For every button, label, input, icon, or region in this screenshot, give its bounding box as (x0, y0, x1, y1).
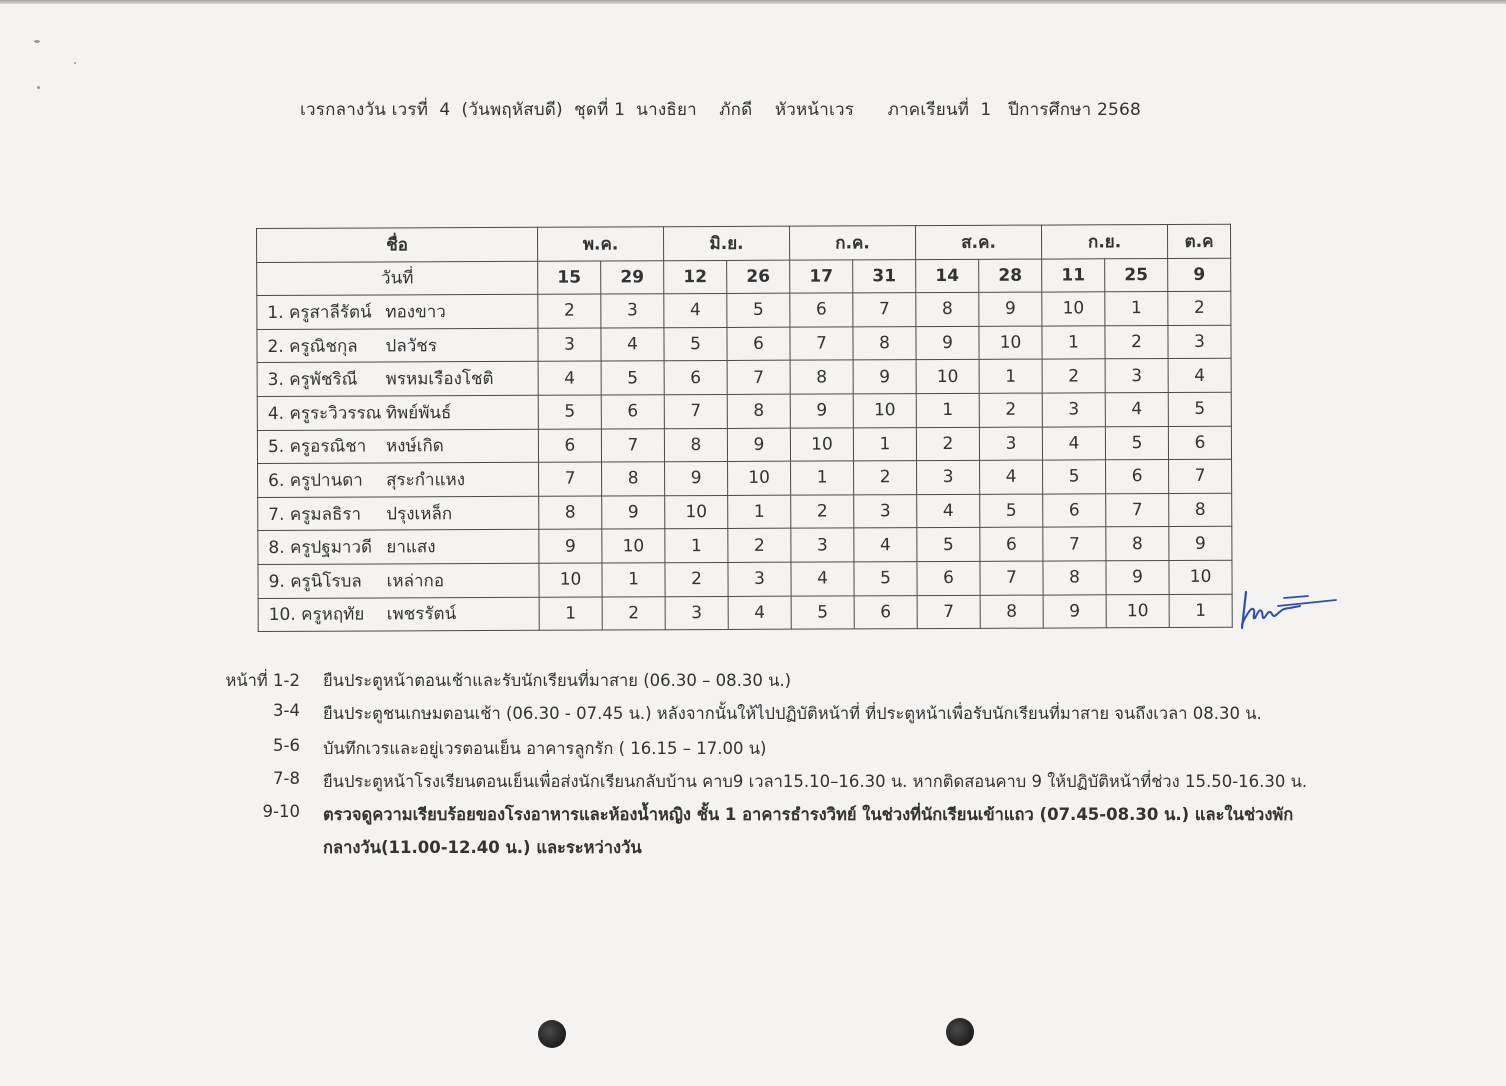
teacher-surname: ปลวัชร (385, 335, 437, 357)
duty-value-cell: 3 (1042, 393, 1105, 427)
duty-value-cell: 9 (1169, 527, 1232, 561)
duty-value-cell: 7 (539, 462, 602, 496)
duty-value-cell: 6 (980, 527, 1043, 561)
date-header-row (257, 258, 1231, 296)
duty-value-cell: 1 (979, 359, 1042, 393)
duty-value-cell: 6 (790, 293, 853, 327)
duty-value-cell: 6 (1168, 426, 1231, 460)
paper-top-edge (0, 0, 1506, 4)
note-code: หน้าที่ 1-2 (225, 671, 300, 690)
duty-value-cell: 9 (539, 529, 602, 563)
duty-value-cell: 10 (1106, 594, 1169, 628)
teacher-name-cell (257, 362, 538, 397)
duty-value-cell: 3 (917, 461, 980, 495)
table-row (258, 594, 1232, 632)
date-cell: 14 (916, 259, 979, 293)
note-code: 7-8 (273, 769, 300, 788)
duty-value-cell: 8 (539, 496, 602, 530)
teacher-name: 4. ครูระวิวรรณ (267, 403, 382, 424)
duty-value-cell: 7 (1043, 527, 1106, 561)
duty-value-cell: 3 (979, 427, 1042, 461)
duty-value-cell: 9 (727, 428, 790, 462)
duty-value-cell: 3 (728, 562, 791, 596)
duty-value-cell: 5 (1105, 426, 1168, 460)
duty-value-cell: 7 (1106, 493, 1169, 527)
date-cell: 15 (538, 261, 601, 295)
duty-value-cell: 3 (791, 528, 854, 562)
teacher-surname: สุระกำแหง (386, 470, 466, 491)
duty-value-cell: 4 (538, 361, 601, 395)
table-row (258, 560, 1232, 598)
teacher-surname: ปรุงเหล็ก (386, 503, 453, 524)
teacher-name-cell (258, 530, 539, 565)
teacher-name: 10. ครูหฤทัย (268, 604, 365, 626)
duty-value-cell: 8 (916, 293, 979, 327)
duty-value-cell: 1 (665, 529, 728, 563)
duty-value-cell: 2 (791, 495, 854, 529)
duty-value-cell: 8 (853, 326, 916, 360)
note-text-continuation: กลางวัน(11.00-12.40 น.) และระหว่างวัน (323, 838, 642, 857)
duty-value-cell: 7 (853, 293, 916, 327)
table-row (258, 459, 1232, 497)
duty-value-cell: 1 (853, 427, 916, 461)
teacher-name: 3. ครูพัชริณี (267, 369, 358, 391)
duty-value-cell: 3 (1105, 359, 1168, 393)
teacher-name-cell (257, 395, 538, 430)
paper-speck (37, 86, 40, 89)
duty-value-cell: 7 (664, 394, 727, 428)
teacher-surname: ทิพย์พันธ์ (385, 402, 452, 424)
duty-value-cell: 10 (853, 394, 916, 428)
duty-value-cell: 8 (602, 462, 665, 496)
duty-value-cell: 10 (916, 360, 979, 394)
duty-value-cell: 5 (1168, 392, 1231, 426)
teacher-name: 7. ครูมลธิรา (268, 504, 362, 525)
duty-value-cell: 2 (602, 596, 665, 630)
duty-value-cell: 2 (1168, 291, 1231, 325)
teacher-name-cell (257, 429, 538, 464)
duty-value-cell: 4 (664, 294, 727, 328)
duty-value-cell: 4 (980, 460, 1043, 494)
teacher-surname: เหล่ากอ (386, 570, 445, 592)
duty-value-cell: 2 (538, 294, 601, 328)
duty-value-cell: 1 (728, 495, 791, 529)
duty-value-cell: 2 (979, 393, 1042, 427)
duty-value-cell: 2 (1105, 325, 1168, 359)
table-body (257, 291, 1232, 631)
note-code: 5-6 (273, 736, 300, 755)
table-row (257, 291, 1231, 329)
note-code: 9-10 (262, 802, 300, 821)
month-header: ส.ค. (915, 225, 1041, 259)
teacher-name-cell (257, 294, 538, 329)
duty-value-cell: 4 (1042, 426, 1105, 460)
duty-value-cell: 1 (791, 461, 854, 495)
duty-value-cell: 6 (601, 395, 664, 429)
duty-value-cell: 6 (727, 327, 790, 361)
duty-value-cell: 6 (664, 361, 727, 395)
duty-value-cell: 8 (1169, 493, 1232, 527)
teacher-surname: พรหมเรืองโชติ (385, 369, 494, 390)
duty-value-cell: 10 (790, 427, 853, 461)
teacher-name: 2. ครูณิชกุล (267, 336, 358, 357)
duty-value-cell: 1 (1105, 292, 1168, 326)
table-row (257, 359, 1231, 397)
teacher-surname: เพชรรัตน์ (386, 604, 457, 625)
duty-value-cell: 7 (601, 428, 664, 462)
duty-value-cell: 9 (790, 394, 853, 428)
duty-value-cell: 2 (916, 427, 979, 461)
date-cell: 29 (601, 260, 664, 294)
duty-value-cell: 8 (1106, 527, 1169, 561)
duty-value-cell: 1 (916, 393, 979, 427)
note-text: ยืนประตูหน้าโรงเรียนตอนเย็นเพื่อส่งนักเรียนกลับบ้าน คาบ9 เวลา15.10–16.30 น. หากติดสอนคาบ 9 ให้ปฏิบัติหน้าที่ช่วง 15.50-16.30 น. (323, 772, 1308, 791)
duty-value-cell: 10 (602, 529, 665, 563)
duty-value-cell: 9 (979, 292, 1042, 326)
duty-value-cell: 10 (665, 495, 728, 529)
date-cell: 11 (1042, 258, 1105, 292)
month-header: ต.ค (1168, 224, 1231, 258)
date-cell: 31 (853, 259, 916, 293)
duty-value-cell: 4 (791, 562, 854, 596)
teacher-name: 6. ครูปานดา (268, 470, 363, 491)
duty-value-cell: 10 (1042, 292, 1105, 326)
duty-value-cell: 5 (980, 494, 1043, 528)
duty-value-cell: 7 (727, 361, 790, 395)
document-title: เวรกลางวัน เวรที่ 4 (วันพฤหัสบดี) ชุดที่ 1 นางธิยา ภักดี หัวหน้าเวร ภาคเรียนที่ 1 ปีการศึกษา 2568 (300, 100, 1142, 120)
teacher-surname: ทองขาว (385, 302, 446, 323)
table-row (257, 426, 1231, 464)
duty-value-cell: 8 (727, 394, 790, 428)
duty-value-cell: 8 (790, 360, 853, 394)
duty-value-cell: 4 (601, 328, 664, 362)
duty-value-cell: 9 (853, 360, 916, 394)
duty-value-cell: 8 (664, 428, 727, 462)
teacher-surname: หงษ์เกิด (385, 436, 444, 457)
duty-value-cell: 6 (854, 595, 917, 629)
duty-value-cell: 5 (917, 528, 980, 562)
duty-value-cell: 9 (602, 495, 665, 529)
date-cell: 17 (790, 259, 853, 293)
duty-value-cell: 7 (790, 327, 853, 361)
table-row (258, 527, 1232, 565)
month-header: มิ.ย. (663, 226, 789, 260)
duty-schedule-table (256, 224, 1233, 632)
duty-value-cell: 4 (1105, 392, 1168, 426)
duty-value-cell: 6 (538, 429, 601, 463)
teacher-name-cell (258, 462, 539, 497)
teacher-name-cell (257, 328, 538, 363)
duty-value-cell: 4 (728, 596, 791, 630)
duty-value-cell: 5 (601, 361, 664, 395)
duty-value-cell: 10 (539, 563, 602, 597)
punch-hole (538, 1020, 566, 1048)
duty-value-cell: 1 (1169, 594, 1232, 628)
duty-value-cell: 6 (1106, 460, 1169, 494)
duty-value-cell: 3 (854, 494, 917, 528)
note-text: บันทึกเวรและอยู่เวรตอนเย็น อาคารลูกรัก ( 16.15 – 17.00 น) (323, 739, 767, 758)
duty-value-cell: 10 (1169, 560, 1232, 594)
duty-value-cell: 6 (917, 561, 980, 595)
duty-value-cell: 7 (917, 595, 980, 629)
paper-speck (74, 62, 76, 64)
duty-value-cell: 7 (980, 561, 1043, 595)
date-cell: 12 (664, 260, 727, 294)
duty-value-cell: 5 (791, 595, 854, 629)
month-header: พ.ค. (537, 227, 663, 261)
duty-value-cell: 9 (1106, 560, 1169, 594)
duty-value-cell: 4 (917, 494, 980, 528)
teacher-name: 1. ครูสาลีรัตน์ (267, 302, 372, 323)
duty-value-cell: 10 (728, 461, 791, 495)
duty-value-cell: 3 (538, 328, 601, 362)
signature-image (1238, 584, 1342, 632)
teacher-name-cell (258, 563, 539, 598)
note-text: ยืนประตูหน้าตอนเช้าและรับนักเรียนที่มาสาย (06.30 – 08.30 น.) (323, 671, 792, 690)
date-cell: 26 (727, 260, 790, 294)
teacher-name-cell (258, 496, 539, 531)
duty-value-cell: 1 (1042, 326, 1105, 360)
note-text: ยืนประตูชนเกษมตอนเช้า (06.30 - 07.45 น.) หลังจากนั้นให้ไปปฏิบัติหน้าที่ ที่ประตูหน้าเพื่อรับนักเรียนที่มาสาย จนถึงเวลา 08.30 น. (323, 704, 1262, 723)
month-header: ก.ย. (1042, 225, 1168, 259)
table-row (257, 325, 1231, 363)
teacher-name: 8. ครูปฐมาวดี (268, 537, 373, 559)
duty-value-cell: 5 (727, 293, 790, 327)
duty-value-cell: 7 (1169, 459, 1232, 493)
duty-value-cell: 3 (1168, 325, 1231, 359)
paper-speck (34, 40, 40, 43)
duty-value-cell: 3 (601, 294, 664, 328)
duty-value-cell: 9 (1043, 594, 1106, 628)
teacher-name-cell (258, 597, 539, 632)
duty-value-cell: 8 (980, 595, 1043, 629)
teacher-name: 9. ครูนิโรบล (268, 571, 362, 592)
date-cell: 25 (1105, 258, 1168, 292)
duty-value-cell: 5 (1043, 460, 1106, 494)
date-header: วันที่ (257, 261, 538, 296)
note-code: 3-4 (273, 701, 300, 720)
teacher-name: 5. ครูอรณิชา (267, 436, 367, 458)
duty-value-cell: 6 (1043, 494, 1106, 528)
duty-value-cell: 5 (854, 562, 917, 596)
table-row (258, 493, 1232, 531)
month-header: ก.ค. (789, 226, 915, 260)
duty-value-cell: 10 (979, 326, 1042, 360)
name-header: ชื่อ (257, 227, 538, 262)
punch-hole (946, 1018, 974, 1046)
duty-value-cell: 8 (1043, 561, 1106, 595)
table-row (257, 392, 1231, 430)
duty-value-cell: 5 (538, 395, 601, 429)
duty-value-cell: 9 (916, 326, 979, 360)
note-text: ตรวจดูความเรียบร้อยของโรงอาหารและห้องน้ำหญิง ชั้น 1 อาคารธำรงวิทย์ ในช่วงที่นักเรียนเข้าแถว (07.45-08.30 น.) และในช่วงพัก (323, 805, 1294, 824)
duty-value-cell: 3 (665, 596, 728, 630)
duty-value-cell: 9 (665, 462, 728, 496)
duty-value-cell: 2 (665, 562, 728, 596)
duty-value-cell: 2 (854, 461, 917, 495)
duty-value-cell: 1 (602, 563, 665, 597)
date-cell: 9 (1168, 258, 1231, 292)
teacher-surname: ยาแสง (386, 537, 436, 558)
duty-value-cell: 2 (728, 529, 791, 563)
duty-value-cell: 5 (664, 327, 727, 361)
date-cell: 28 (979, 259, 1042, 293)
duty-value-cell: 4 (1168, 359, 1231, 393)
duty-value-cell: 4 (854, 528, 917, 562)
duty-value-cell: 1 (539, 597, 602, 631)
duty-value-cell: 2 (1042, 359, 1105, 393)
month-header-row (257, 224, 1231, 262)
